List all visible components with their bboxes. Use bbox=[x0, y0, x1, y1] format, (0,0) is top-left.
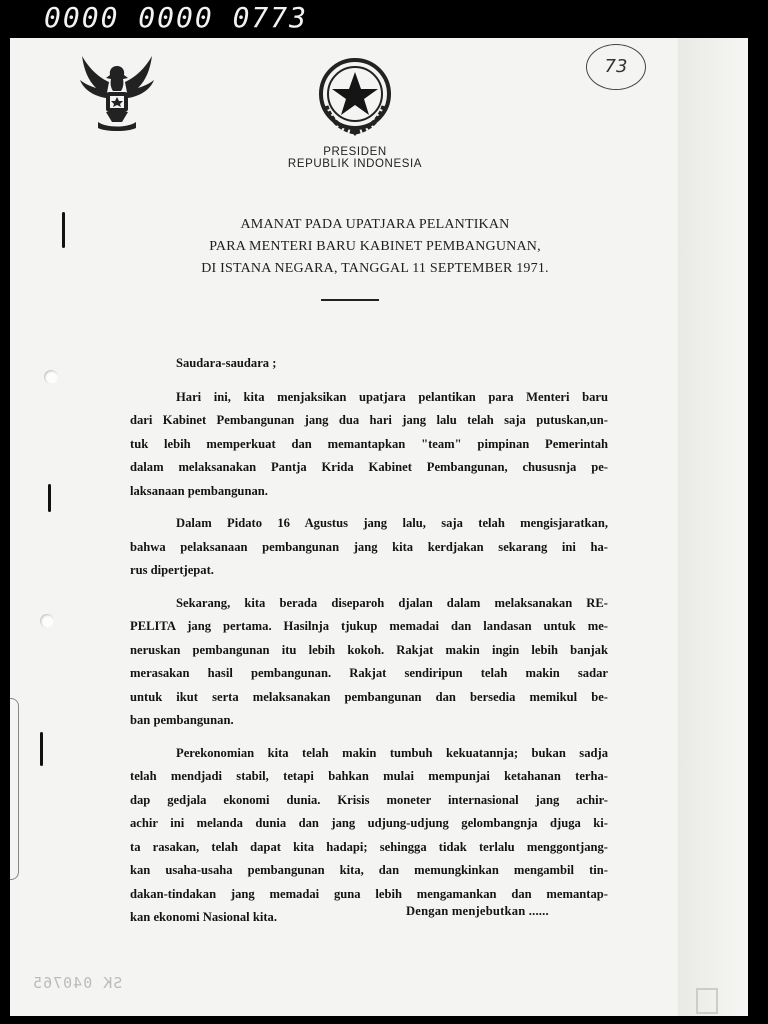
corner-mark bbox=[696, 988, 718, 1014]
document-page bbox=[10, 38, 748, 1016]
paragraph-line: Hari ini, kita menjaksikan upatjara pelantikan para Menteri baru bbox=[176, 389, 608, 404]
title-line-3: DI ISTANA NEGARA, TANGGAL 11 SEPTEMBER 1971. bbox=[201, 261, 549, 276]
paragraph-line: telah mendjadi stabil, tetapi bahkan mulai mempunjai ketahanan terha- bbox=[130, 769, 608, 783]
document-title bbox=[140, 214, 610, 280]
paragraph-line: Sekarang, kita berada diseparoh djalan dalam melaksanakan RE- bbox=[176, 595, 608, 610]
paragraph-list bbox=[130, 386, 608, 930]
paragraph-line: dalam melaksanakan Pantja Krida Kabinet Pembangunan, chususnja pe- bbox=[130, 460, 608, 474]
paragraph-line: Dalam Pidato 16 Agustus jang lalu, saja telah mengisjaratkan, bbox=[176, 516, 608, 530]
paragraph-line: dap gedjala ekonomi dunia. Krisis moneter internasional jang achir- bbox=[130, 792, 608, 807]
handwritten-page-number: 73 bbox=[586, 44, 646, 90]
paragraph-line: kan ekonomi Nasional kita. bbox=[130, 910, 277, 924]
salutation: Saudara-saudara ; bbox=[176, 356, 277, 370]
paragraph-line: laksanaan pembangunan. bbox=[130, 483, 268, 498]
office-line-republic: REPUBLIK INDONESIA bbox=[287, 158, 423, 170]
speech-paragraph bbox=[130, 742, 608, 930]
punch-hole bbox=[40, 614, 54, 628]
page-margin-shadow bbox=[678, 38, 748, 1016]
presidential-star-seal-icon bbox=[312, 54, 398, 138]
title-line-1: AMANAT PADA UPATJARA PELANTIKAN bbox=[240, 217, 510, 232]
margin-mark bbox=[40, 732, 43, 766]
speech-paragraph bbox=[130, 512, 608, 583]
paragraph-line: merasakan hasil pembangunan. Rakjat sendiripun telah makin sadar bbox=[130, 666, 608, 680]
paragraph-line: kan usaha-usaha pembangunan kita, dan memungkinkan mengambil tin- bbox=[130, 863, 608, 877]
paragraph-line: Perekonomian kita telah makin tumbuh kekuatannja; bukan sadja bbox=[176, 745, 608, 760]
paragraph-line: neruskan pembangunan itu lebih kokoh. Rakjat makin ingin lebih banjak bbox=[130, 642, 608, 657]
paragraph-line: PELITA jang pertama. Hasilnja tjukup memadai dan landasan untuk me- bbox=[130, 619, 608, 633]
archive-stamp: SK 040765 bbox=[32, 974, 123, 992]
paragraph-line: untuk ikut serta melaksanakan pembangunan dan bersedia memikul be- bbox=[130, 689, 608, 704]
title-divider bbox=[321, 299, 379, 301]
margin-mark bbox=[48, 484, 51, 512]
paragraph-line: dari Kabinet Pembangunan jang dua hari jang lalu telah saja putuskan,un- bbox=[130, 413, 608, 427]
garuda-emblem-icon bbox=[76, 48, 158, 134]
film-frame-number: 0000 0000 0773 bbox=[44, 1, 309, 34]
page-tab-edge bbox=[10, 698, 19, 880]
closing-line: Dengan menjebutkan ...... bbox=[406, 904, 549, 918]
speech-paragraph bbox=[130, 386, 608, 504]
title-line-2: PARA MENTERI BARU KABINET PEMBANGUNAN, bbox=[209, 239, 541, 254]
paragraph-line: ta rasakan, telah dapat kita hadapi; sehingga tidak terlalu menggontjang- bbox=[130, 839, 608, 854]
speech-body bbox=[130, 352, 608, 939]
speech-paragraph bbox=[130, 592, 608, 733]
margin-mark bbox=[62, 212, 65, 248]
punch-hole bbox=[44, 370, 58, 384]
paragraph-line: tuk lebih memperkuat dan memantapkan "team" pimpinan Pemerintah bbox=[130, 436, 608, 451]
paragraph-line: ban pembangunan. bbox=[130, 713, 234, 727]
paragraph-line: dakan-tindakan jang memadai guna lebih mengamankan dan memantap- bbox=[130, 886, 608, 901]
office-line-president: PRESIDEN bbox=[323, 146, 387, 158]
paragraph-line: bahwa pelaksanaan pembangunan jang kita kerdjakan sekarang ini ha- bbox=[130, 539, 608, 554]
paragraph-line: achir ini melanda dunia dan jang udjung-udjung gelombangnja djuga ki- bbox=[130, 816, 608, 830]
paragraph-line: rus dipertjepat. bbox=[130, 563, 214, 577]
